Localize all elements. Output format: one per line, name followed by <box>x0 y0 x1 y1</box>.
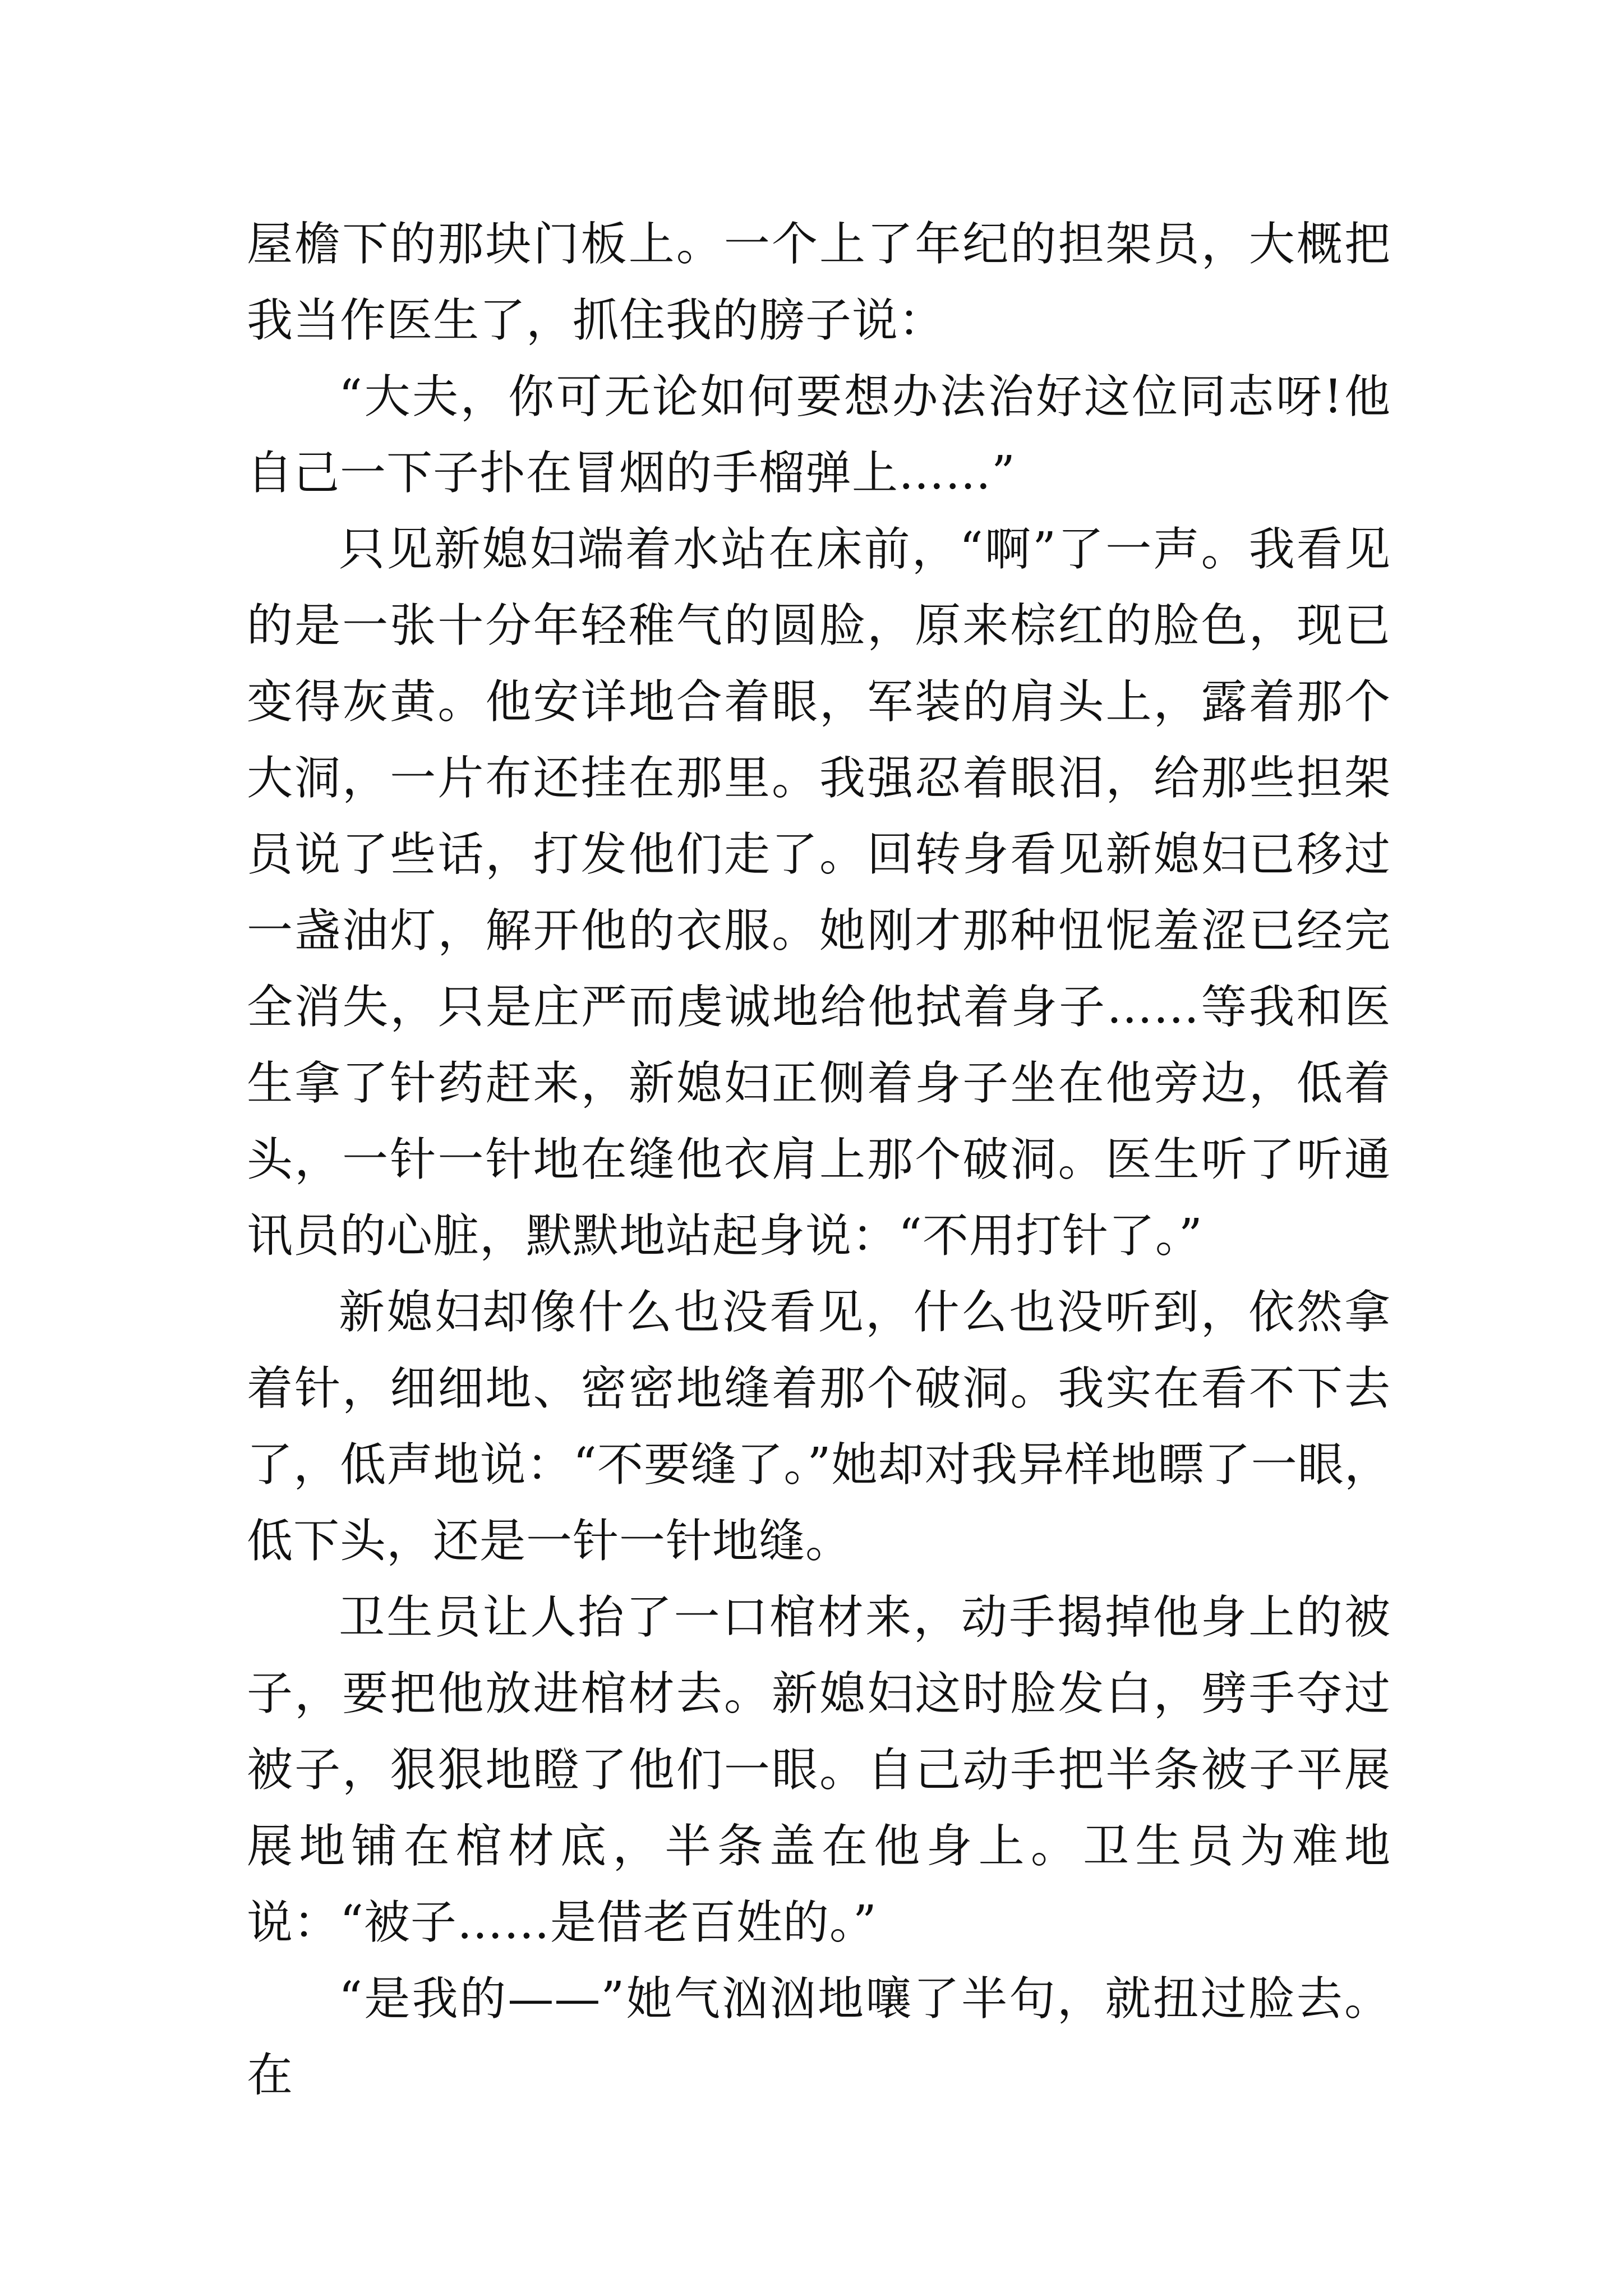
document-body-text <box>247 206 1391 2114</box>
paragraph-3: 只见新媳妇端着水站在床前，“啊”了一声。我看见的是一张十分年轻稚气的圆脸，原来棕红的脸色，现已变得灰黄。他安详地合着眼，军装的肩头上，露着那个大洞，一片布还挂在那里。我强忍着眼泪，给那些担架员说了些话，打发他们走了。回转身看见新媳妇已移过一盏油灯，解开他的衣服。她刚才那种忸怩羞涩已经完全消失，只是庄严而虔诚地给他拭着身子……等我和医生拿了针药赶来，新媳妇正侧着身子坐在他旁边，低着头，一针一针地在缝他衣肩上那个破洞。医生听了听通讯员的心脏，默默地站起身说：“不用打针了。” <box>247 523 1391 1263</box>
paragraph-1: 屋檐下的那块门板上。一个上了年纪的担架员，大概把我当作医生了，抓住我的膀子说： <box>247 218 1391 347</box>
paragraph-6: “是我的——”她气汹汹地嚷了半句，就扭过脸去。在 <box>247 1972 1391 2102</box>
paragraph-5: 卫生员让人抬了一口棺材来，动手揭掉他身上的被子，要把他放进棺材去。新媳妇这时脸发白，劈手夺过被子，狠狠地瞪了他们一眼。自己动手把半条被子平展展地铺在棺材底，半条盖在他身上。卫生员为难地说：“被子……是借老百姓的。” <box>247 1591 1391 1949</box>
paragraph-2: “大夫，你可无论如何要想办法治好这位同志呀!他自己一下子扑在冒烟的手榴弹上……” <box>247 370 1391 500</box>
paragraph-4: 新媳妇却像什么也没看见，什么也没听到，依然拿着针，细细地、密密地缝着那个破洞。我实在看不下去了，低声地说：“不要缝了。”她却对我异样地瞟了一眼，低下头，还是一针一针地缝。 <box>247 1286 1391 1568</box>
